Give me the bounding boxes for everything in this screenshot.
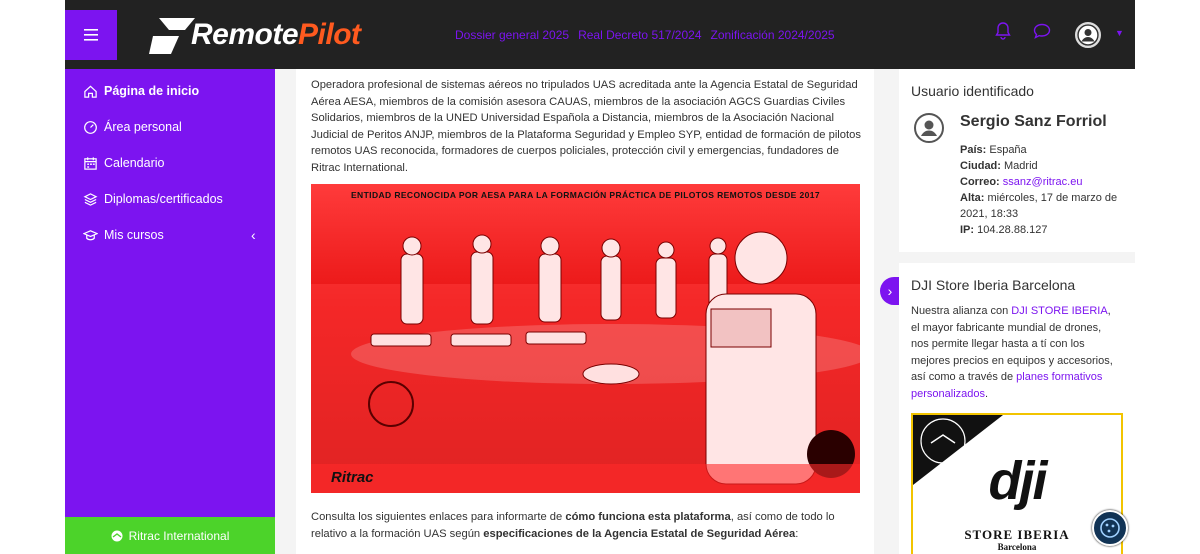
dji-logo-text: dji xyxy=(988,451,1046,511)
banner-brand-logo: Ritrac xyxy=(331,469,374,486)
outro-bold-aesa: especificaciones de la Agencia Estatal de Seguridad Aérea xyxy=(483,528,796,540)
ciudad-value: Madrid xyxy=(1004,160,1038,172)
sidebar xyxy=(65,69,275,554)
hamburger-menu-button[interactable] xyxy=(65,10,117,60)
dji-store-link[interactable]: DJI STORE IBERIA xyxy=(1011,305,1108,317)
toggle-right-panel-button[interactable] xyxy=(880,277,900,305)
dji-store-label: STORE IBERIA xyxy=(964,527,1070,542)
user-ip xyxy=(960,222,1130,238)
remotepilot-logo[interactable] xyxy=(149,14,429,56)
user-name: Sergio Sanz Forriol xyxy=(960,113,1107,130)
top-nav-links xyxy=(455,28,835,42)
sidebar-item-calendario[interactable] xyxy=(83,153,164,173)
link-zonificacion[interactable]: Zonificación 2024/2025 xyxy=(710,28,835,42)
ritrac-logo-icon xyxy=(111,530,123,542)
outro-paragraph xyxy=(311,509,861,543)
user-alta xyxy=(960,190,1130,222)
link-real-decreto[interactable]: Real Decreto 517/2024 xyxy=(578,28,702,42)
user-card xyxy=(899,69,1135,252)
pais-label: País: xyxy=(960,144,987,156)
banner-title: ENTIDAD RECONOCIDA POR AESA PARA LA FORMACIÓN PRÁCTICA DE PILOTOS REMOTOS DESDE 2017 xyxy=(350,190,821,200)
sidebar-item-label: Mis cursos xyxy=(104,228,164,242)
avatar[interactable] xyxy=(1075,22,1101,48)
logo-pilot-text: Pilot xyxy=(298,18,361,51)
floating-action-button[interactable] xyxy=(1092,510,1128,546)
menu-icon xyxy=(84,29,98,41)
ip-value: 104.28.88.127 xyxy=(977,224,1048,236)
user-avatar-icon xyxy=(1077,24,1099,46)
dji-card-title: DJI Store Iberia Barcelona xyxy=(911,277,1076,293)
sidebar-item-mis-cursos[interactable] xyxy=(83,225,164,245)
planes-formativos-link[interactable]: planes formativos personalizados xyxy=(911,371,1103,400)
dji-store-card xyxy=(899,263,1135,554)
gauge-icon xyxy=(83,120,98,135)
user-card-title: Usuario identificado xyxy=(911,83,1034,99)
dji-card-text xyxy=(911,303,1121,402)
outro-text: Consulta los siguientes enlaces para informarte de xyxy=(311,511,566,523)
pilots-training-illustration xyxy=(311,184,860,493)
sidebar-item-area-personal[interactable] xyxy=(83,117,182,137)
graduation-cap-icon xyxy=(83,228,98,243)
chat-icon[interactable] xyxy=(1033,23,1051,39)
outro-bold-platform: cómo funciona esta plataforma xyxy=(565,511,731,523)
outro-text: , así como de todo lo relativo a la formación UAS según xyxy=(311,511,835,540)
app-frame xyxy=(65,0,1135,554)
sidebar-item-label: Diplomas/certificados xyxy=(104,192,223,206)
pais-value: España xyxy=(989,144,1027,156)
sidebar-item-label: Página de inicio xyxy=(104,84,200,98)
sidebar-item-label: Área personal xyxy=(104,120,182,134)
email-link[interactable]: ssanz@ritrac.eu xyxy=(1002,176,1083,188)
main-content xyxy=(296,69,874,554)
link-dossier[interactable]: Dossier general 2025 xyxy=(455,28,570,42)
ciudad-label: Ciudad: xyxy=(960,160,1001,172)
user-ciudad xyxy=(960,158,1130,174)
dji-store-banner[interactable] xyxy=(911,413,1123,554)
correo-label: Correo: xyxy=(960,176,1000,188)
user-pais xyxy=(960,142,1130,158)
sidebar-item-diplomas[interactable] xyxy=(83,189,223,209)
layers-icon xyxy=(83,192,98,207)
user-avatar-icon xyxy=(914,113,944,143)
alta-label: Alta: xyxy=(960,192,985,204)
user-menu-caret-icon[interactable]: ▼ xyxy=(1115,28,1124,38)
home-icon xyxy=(83,84,98,99)
sidebar-item-inicio[interactable] xyxy=(83,81,199,101)
top-bar xyxy=(65,0,1135,69)
sidebar-footer-label: Ritrac International xyxy=(128,528,230,543)
top-icons xyxy=(995,22,1051,40)
sidebar-item-label: Calendario xyxy=(104,156,165,170)
calendar-icon xyxy=(83,156,98,171)
bell-icon[interactable] xyxy=(995,22,1011,40)
alta-value: miércoles, 17 de marzo de 2021, 18:33 xyxy=(960,192,1118,220)
chevron-left-icon[interactable]: ‹ xyxy=(251,227,256,243)
outro-text: : xyxy=(795,528,799,540)
training-banner-image xyxy=(311,184,860,493)
dji-text: , el mayor fabricante mundial de drones, nos permite llegar hasta a tí con los mejores precios en equipos y accesorios, así como a través de xyxy=(911,305,1113,383)
dji-text: Nuestra alianza con xyxy=(911,305,1012,317)
dji-text: . xyxy=(985,387,989,400)
cookie-icon xyxy=(1099,517,1121,539)
sidebar-footer-ritrac[interactable] xyxy=(65,517,275,554)
dji-city-label: Barcelona xyxy=(997,542,1037,552)
intro-paragraph: Operadora profesional de sistemas aéreos no tripulados UAS acreditada ante la Agencia Estatal de Seguridad Aérea AESA, miembros de la comisión asesora CAUAS, miembros de la asociación AGCS Guardias Civiles Solidarios, miembros de la UNED Universidad Española a Distancia, miembros de la Asociación Nacional Judicial de Peritos ANJP, miembros de la Plataforma Seguridad y Empleo SYP, entidad de formación de pilotos remotos UAS reconocida, formadores de cuerpos policiales, protección civil y emergencias, fundadores de Ritrac International. xyxy=(311,79,861,174)
ip-label: IP: xyxy=(960,224,975,236)
logo-remote-text: Remote xyxy=(191,18,299,51)
user-correo xyxy=(960,174,1130,190)
logo-mark-icon xyxy=(149,16,197,56)
chevron-right-icon: › xyxy=(887,283,893,299)
